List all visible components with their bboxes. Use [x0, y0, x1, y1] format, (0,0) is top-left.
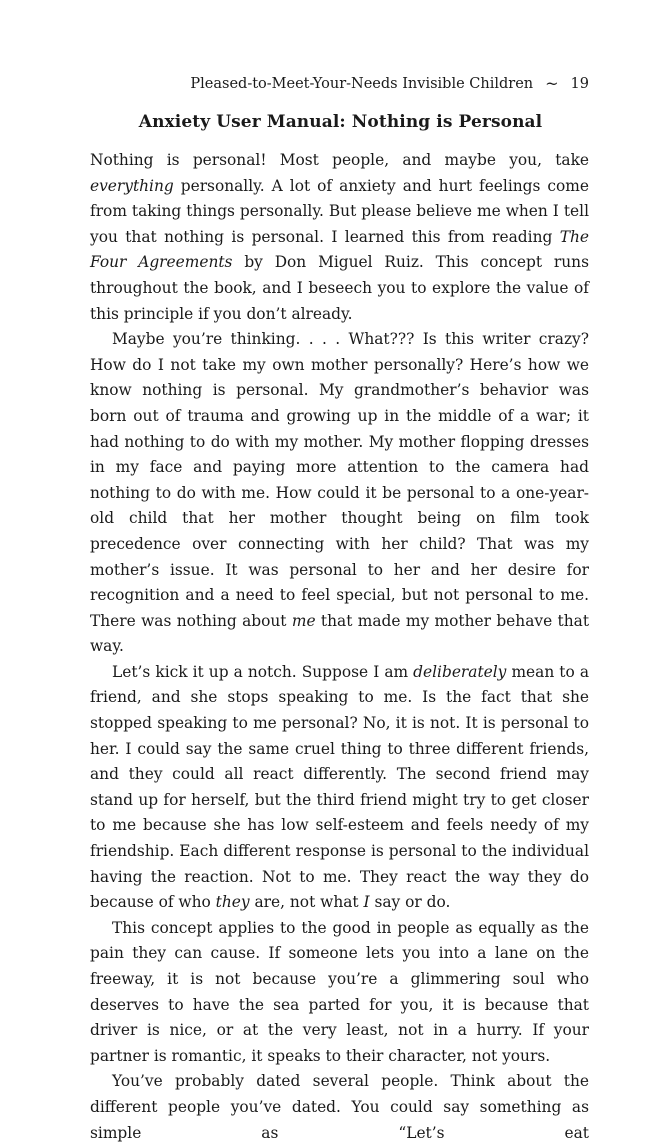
paragraph: [90, 1069, 589, 1146]
running-head-separator: ~: [545, 74, 559, 93]
italic-text: they: [215, 893, 250, 912]
page-number: 19: [570, 75, 589, 92]
text-run: Maybe you’re thinking. . . . What??? Is this writer crazy? How do I not take my own mother personally? Here’s how we know nothing is personal. My grandmother’s behavior was born out of trauma and growing up in the middle of a war; it had nothing to do with my mother. My mother flopping dresses in my face and paying more attention to the camera had nothing to do with me. How could it be personal to a one-year-old child that her mother thought being on film took precedence over connecting with her child? That was my mother’s issue. It was personal to her and her desire for recognition and a need to feel special, but not personal to me. There was nothing about: [90, 330, 589, 630]
paragraph: [90, 148, 589, 327]
text-run: You’ve probably dated several people. Think about the different people you’ve dated. You could say something as simple as “Let’s eat: [90, 1072, 589, 1142]
text-run: say or do.: [369, 893, 451, 912]
text-run: by Don Miguel Ruiz. This concept runs throughout the book, and I beseech you to explore the value of this principle if you don’t already.: [90, 253, 589, 323]
text-run: are, not what: [249, 893, 364, 912]
section-title: Anxiety User Manual: Nothing is Personal: [138, 112, 543, 132]
italic-text: deliberately: [413, 662, 507, 681]
body-text: [90, 148, 589, 1146]
italic-text: The Four Agreements: [90, 227, 589, 272]
paragraph: [90, 916, 589, 1070]
text-run: Let’s kick it up a notch. Suppose I am: [112, 662, 414, 681]
paragraph: [90, 660, 589, 916]
paragraph: [90, 327, 589, 660]
italic-text: everything: [90, 176, 174, 195]
running-head: [190, 74, 589, 93]
text-run: mean to a friend, and she stops speaking to me. Is the fact that she stopped speaking to me personal? No, it is not. It is personal to her. I could say the same cruel thing to three different friends, and they could all react differently. The second friend may stand up for herself, but the third friend might try to get closer to me because she has low self-esteem and feels needy of my friendship. Each different response is personal to the individual having the reaction. Not to me. They react the way they do because of who: [90, 662, 589, 912]
text-run: that made my mother behave that way.: [90, 611, 590, 656]
italic-text: I: [363, 893, 370, 912]
text-run: Nothing is personal! Most people, and maybe you, take: [90, 151, 589, 169]
text-run: personally. A lot of anxiety and hurt feelings come from taking things personally. But please believe me when I tell you that nothing is personal. I learned this from reading: [90, 176, 589, 246]
italic-text: me: [291, 611, 316, 630]
running-head-title: Pleased-to-Meet-Your-Needs Invisible Children: [190, 75, 534, 92]
text-run: This concept applies to the good in people as equally as the pain they can cause. If someone lets you into a lane on the freeway, it is not because you’re a glimmering soul who deserves to have the sea parted for you, it is because that driver is nice, or at the very least, not in a hurry. If your partner is romantic, it speaks to their character, not yours.: [90, 918, 589, 1065]
